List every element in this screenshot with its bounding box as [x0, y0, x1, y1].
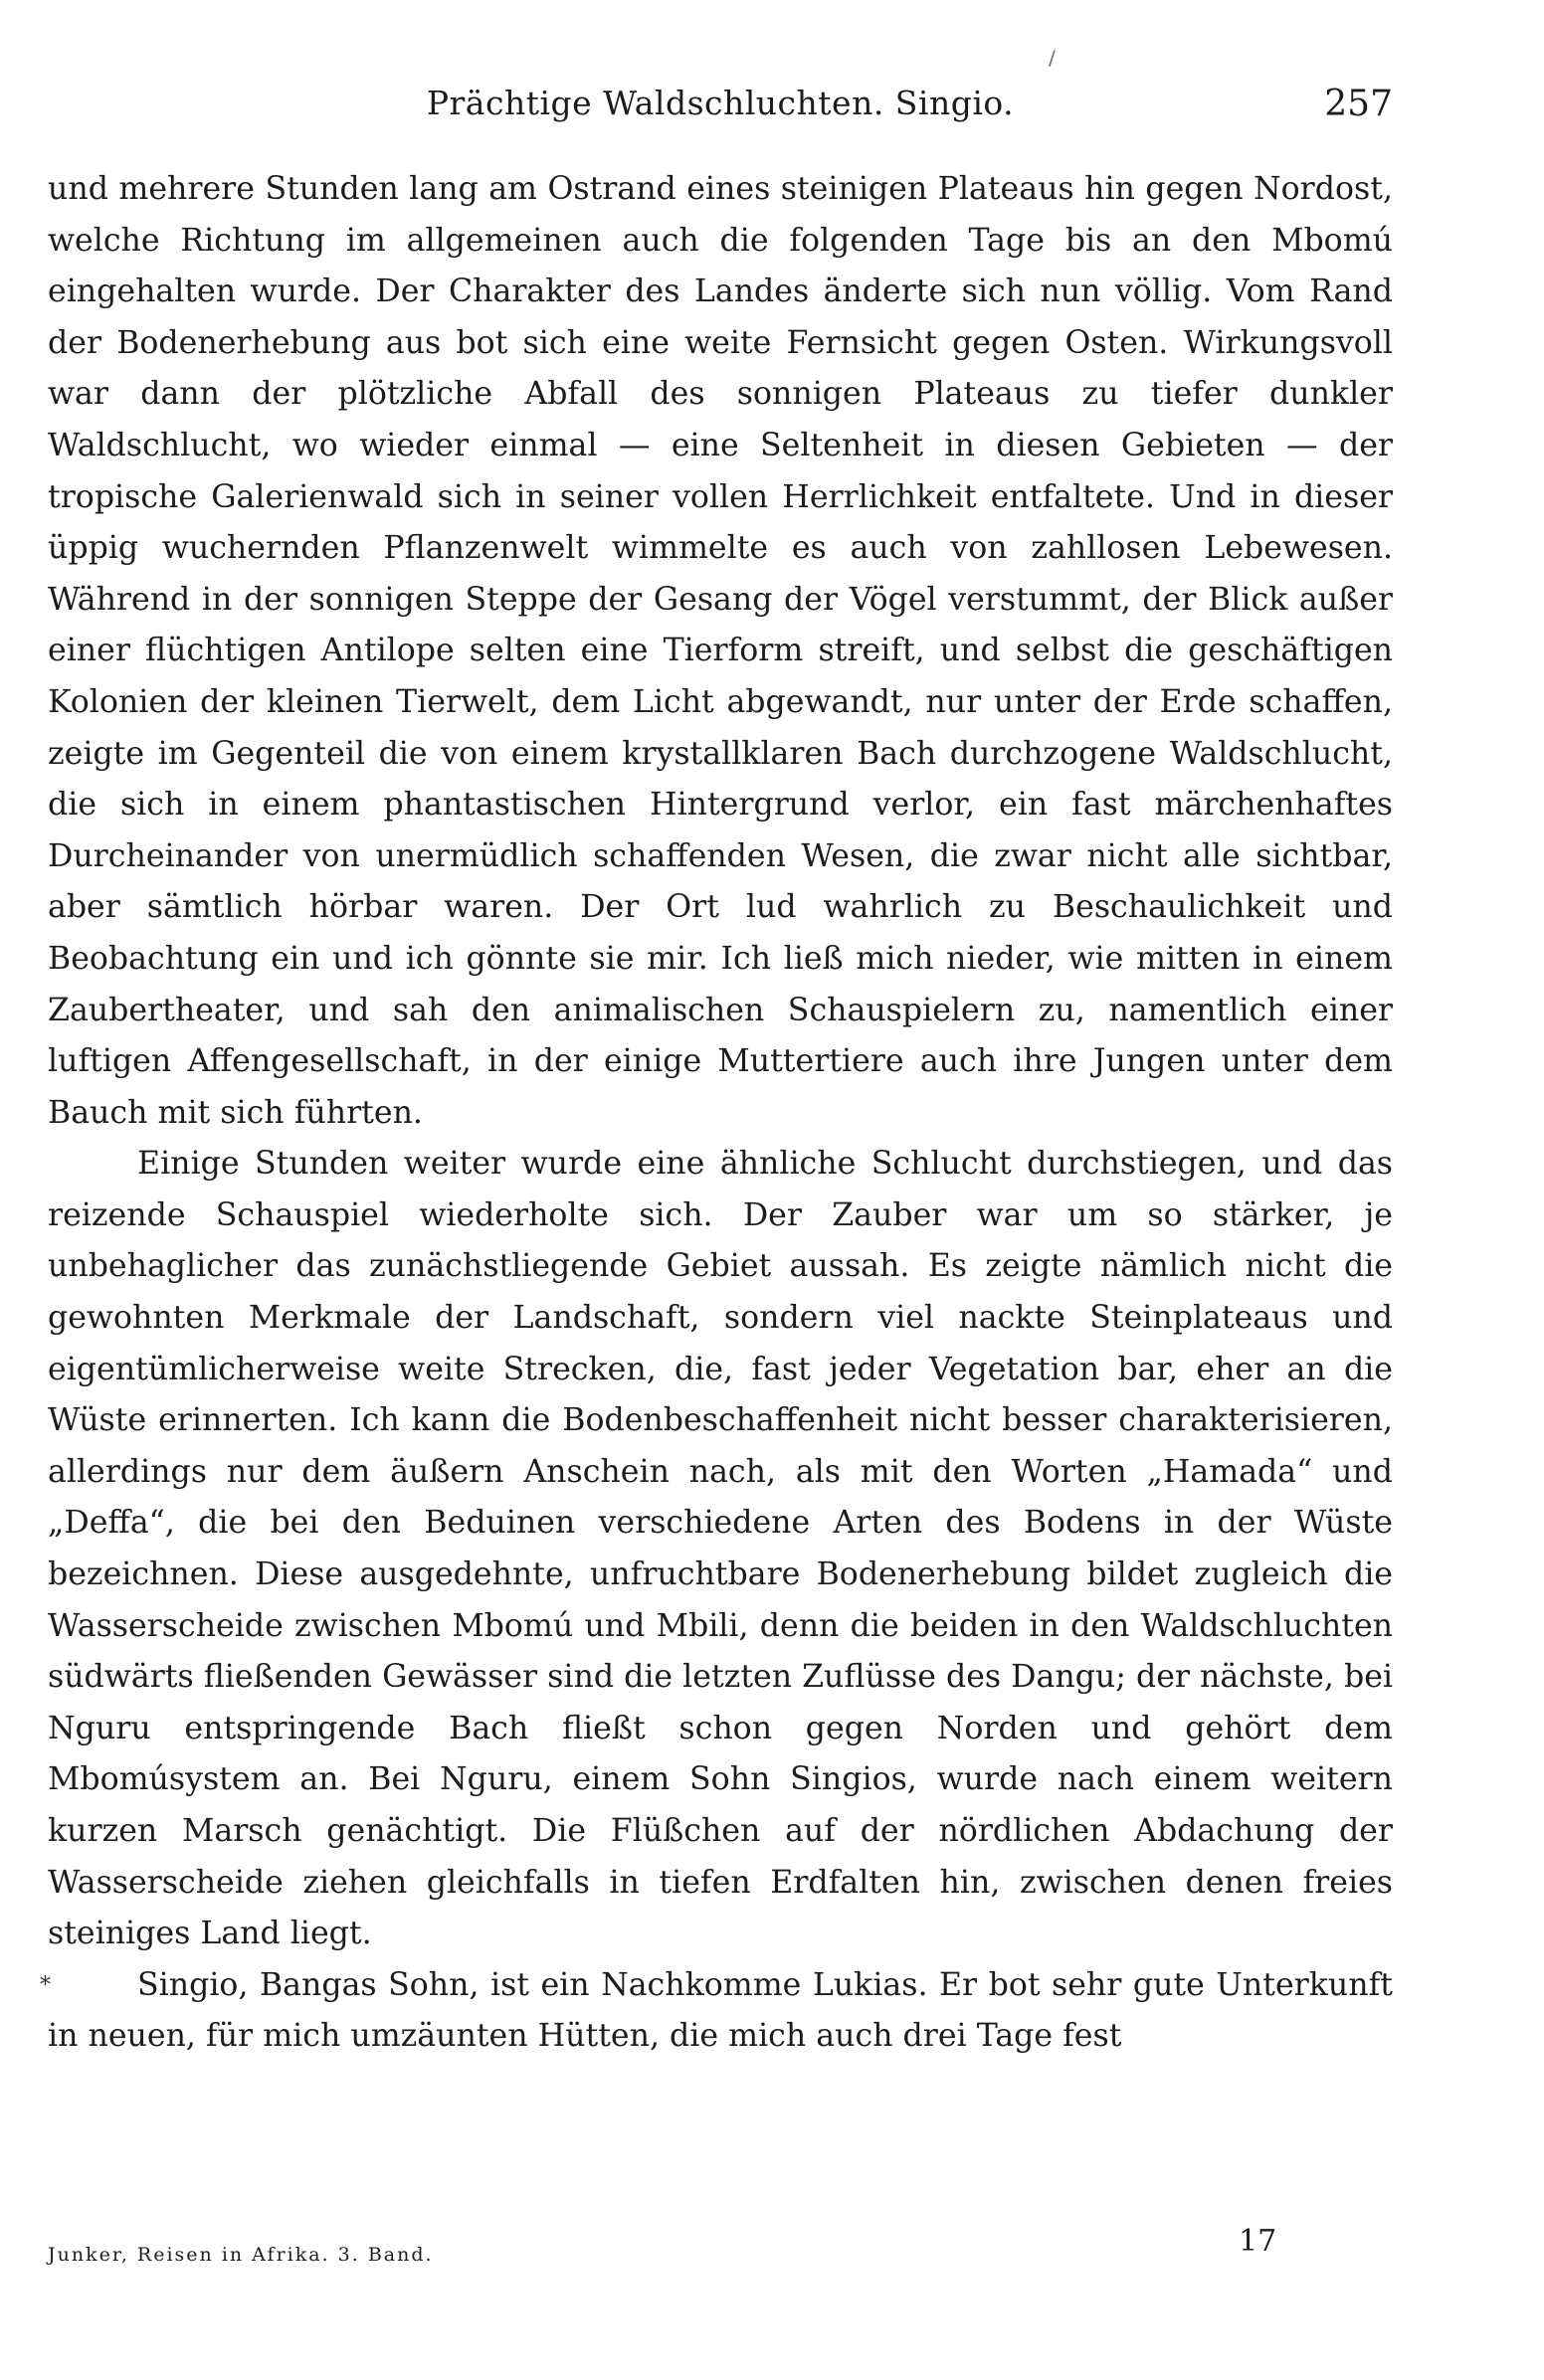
sheet-number: 17	[1239, 2224, 1277, 2259]
top-pencil-mark: /	[1049, 46, 1056, 70]
paragraph-2: Einige Stunden weiter wurde eine ähnliche Schlucht durchstiegen, und das reizende Schauspiel wiederholte sich. Der Zauber war um so stärker, je unbehaglicher das zunächstliegende Gebiet aussah. Es zeigte nämlich nicht die gewohnten Merkmale der Landschaft, sondern viel nackte Steinplateaus und eigentümlicherweise weite Strecken, die, fast jeder Vegetation bar, eher an die Wüste erinnerten. Ich kann die Bodenbeschaffenheit nicht besser charakterisieren, allerdings nur dem äußern Anschein nach, als mit den Worten „Hamada“ und „Deffa“, die bei den Beduinen verschiedene Arten des Bodens in der Wüste bezeichnen. Diese ausgedehnte, unfruchtbare Bodenerhebung bildet zugleich die Wasserscheide zwischen Mbomú und Mbili, denn die beiden in den Waldschluchten südwärts fließenden Gewässer sind die letzten Zuflüsse des Dangu; der nächste, bei Nguru entspringende Bach fließt schon gegen Norden und gehört dem Mbomúsystem an. Bei Nguru, einem Sohn Singios, wurde nach einem weitern kurzen Marsch genächtigt. Die Flüßchen auf der nördlichen Abdachung der Wasserscheide ziehen gleichfalls in tiefen Erdfalten hin, zwischen denen freies steiniges Land liegt.	[48, 1146, 1393, 1952]
paragraph-3: Singio, Bangas Sohn, ist ein Nachkomme Lukias. Er bot sehr gute Unterkunft in neuen, für mich umzäunten Hütten, die mich auch drei Tage fest	[48, 1966, 1393, 2055]
page-number: 257	[1324, 84, 1393, 124]
paragraph-1: und mehrere Stunden lang am Ostrand eines steinigen Plateaus hin gegen Nordost, welche Richtung im allgemeinen auch die folgenden Tage bis an den Mbomú eingehalten wurde. Der Charakter des Landes änderte sich nun völlig. Vom Rand der Bodenerhebung aus bot sich eine weite Fernsicht gegen Osten. Wirkungsvoll war dann der plötzliche Abfall des sonnigen Plateaus zu tiefer dunkler Waldschlucht, wo wieder einmal — eine Seltenheit in diesen Gebieten — der tropische Galerienwald sich in seiner vollen Herrlichkeit entfaltete. Und in dieser üppig wuchernden Pflanzenwelt wimmelte es auch von zahllosen Lebewesen. Während in der sonnigen Steppe der Gesang der Vögel verstummt, der Blick außer einer flüchtigen Antilope selten eine Tierform streift, und selbst die geschäftigen Kolonien der kleinen Tierwelt, dem Licht abgewandt, nur unter der Erde schaffen, zeigte im Gegenteil die von einem krystallklaren Bach durchzogene Waldschlucht, die sich in einem phantastischen Hintergrund verlor, ein fast märchenhaftes Durcheinander von unermüdlich schaffenden Wesen, die zwar nicht alle sichtbar, aber sämtlich hörbar waren. Der Ort lud wahrlich zu Beschaulichkeit und Beobachtung ein und ich gönnte sie mir. Ich ließ mich nieder, wie mitten in einem Zaubertheater, und sah den animalischen Schauspielern zu, namentlich einer luftigen Affengesellschaft, in der einige Muttertiere auch ihre Jungen unter dem Bauch mit sich führten.	[48, 171, 1393, 1131]
body-text	[48, 164, 1393, 2063]
page-header	[48, 84, 1393, 133]
footer-signature: Junker, Reisen in Afrika. 3. Band.	[48, 2244, 434, 2266]
running-title: Prächtige Waldschluchten. Singio.	[426, 84, 1015, 122]
margin-mark: *	[40, 1973, 51, 1998]
